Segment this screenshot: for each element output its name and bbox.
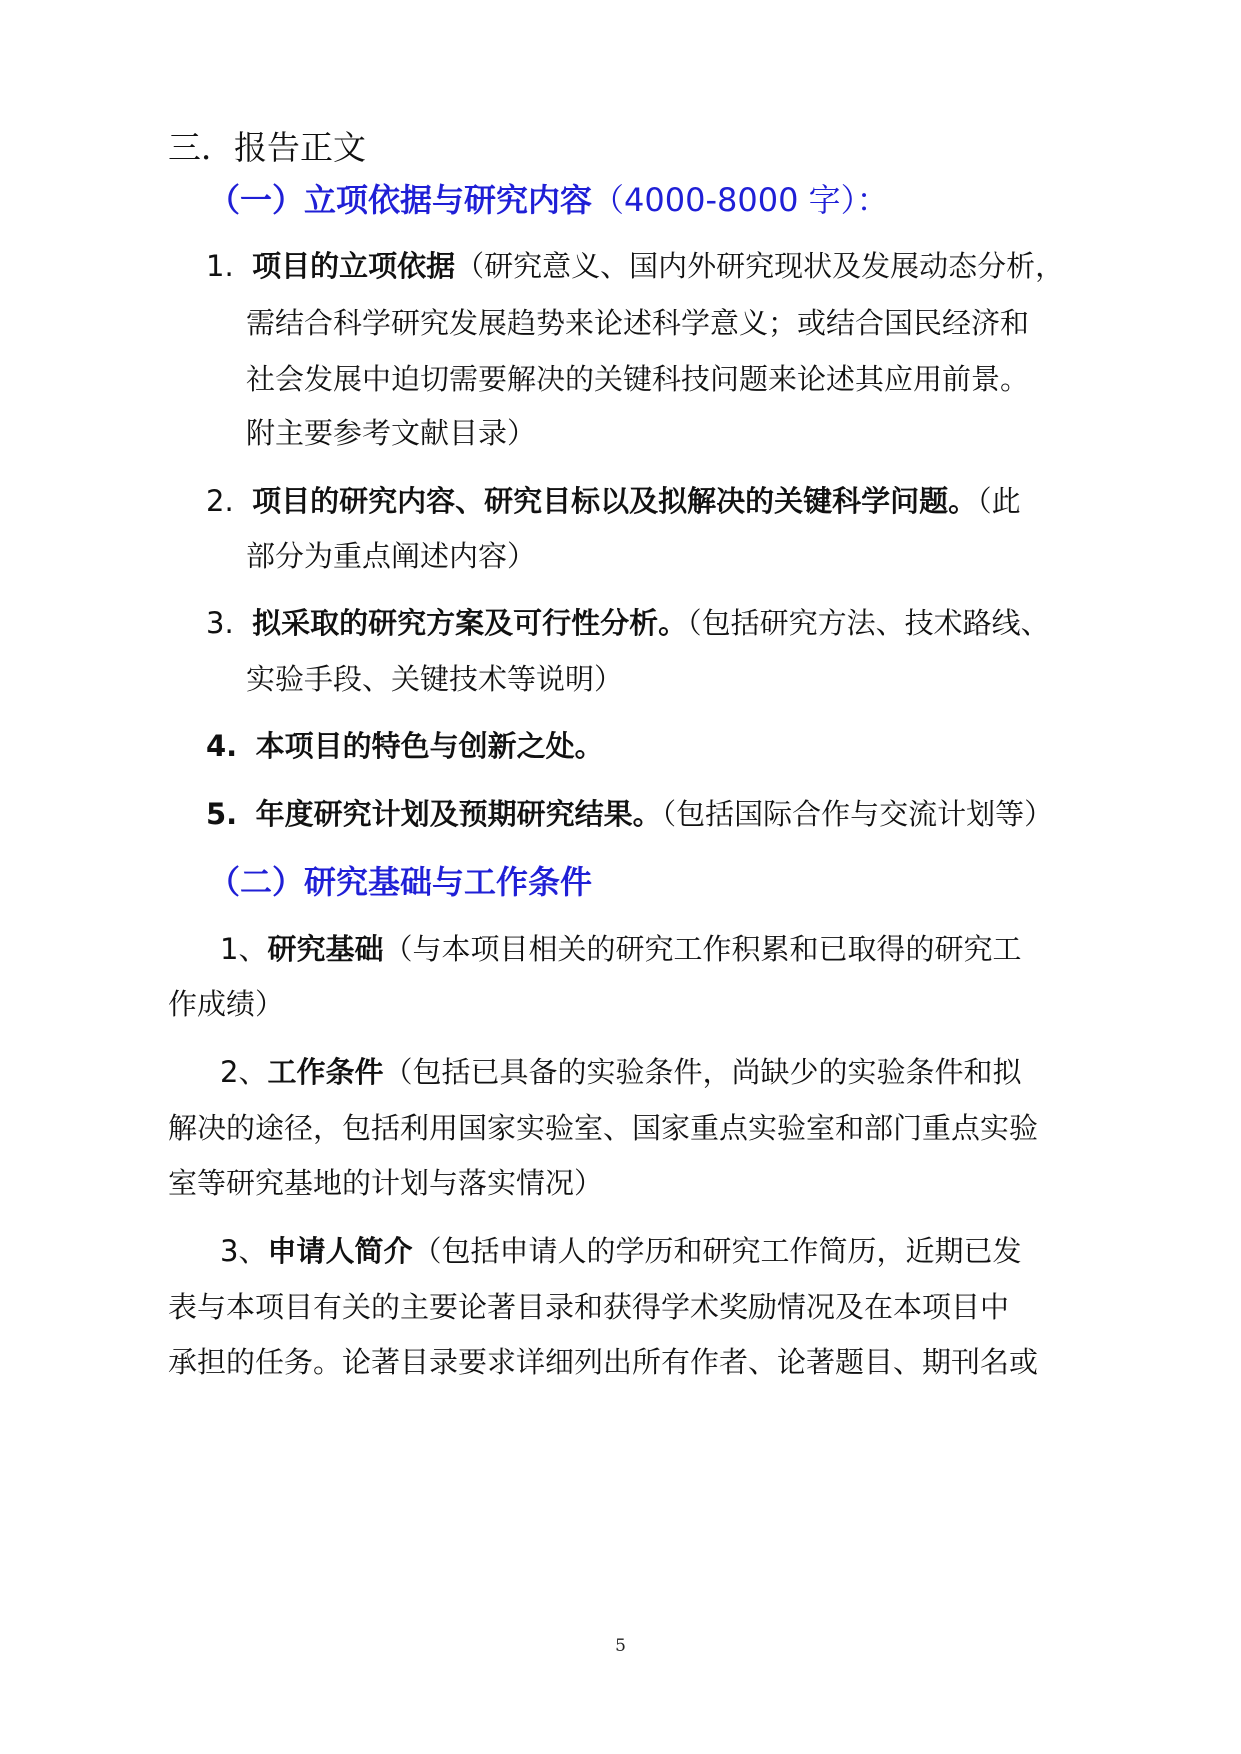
item-1-text-4: 附主要参考文献目录） <box>246 416 537 450</box>
para-1-line-1 <box>220 931 1021 967</box>
item-3-text-1: （包括研究方法、技术路线、 <box>687 606 1050 640</box>
item-3-text-2: 实验手段、关键技术等说明） <box>246 662 624 696</box>
item-4-line-1 <box>206 728 604 764</box>
item-3-number: 3. <box>206 606 234 640</box>
subsection-heading-2 <box>208 862 592 902</box>
para-2-number: 2、 <box>220 1055 268 1089</box>
subsection-2-label: （二）研究基础与工作条件 <box>208 863 593 901</box>
para-3-number: 3、 <box>220 1234 268 1268</box>
item-1-number: 1. <box>206 249 234 283</box>
page-number: 5 <box>615 1636 626 1656</box>
para-1-number: 1、 <box>220 932 268 966</box>
para-2-line-1 <box>220 1054 1021 1090</box>
subsection-1-suffix: （4000-8000 字）： <box>592 181 889 219</box>
item-2-number: 2. <box>206 484 234 518</box>
para-3-text-1: （包括申请人的学历和研究工作简历，近期已发 <box>412 1234 1022 1268</box>
item-4-title: 本项目的特色与创新之处。 <box>255 729 604 763</box>
para-2-text-1: （包括已具备的实验条件，尚缺少的实验条件和拟 <box>383 1055 1022 1089</box>
para-2-text-3: 室等研究基地的计划与落实情况） <box>168 1166 604 1200</box>
para-1-title: 研究基础 <box>267 932 384 966</box>
subsection-1-label: （一）立项依据与研究内容 <box>208 181 593 219</box>
item-3-line-1 <box>206 605 1050 641</box>
item-1-text-1: （研究意义、国内外研究现状及发展动态分析， <box>455 249 1065 283</box>
para-3-title: 申请人简介 <box>267 1234 413 1268</box>
item-2-line-1 <box>206 483 1021 519</box>
item-3-title: 拟采取的研究方案及可行性分析。 <box>252 606 688 640</box>
para-2-text-2: 解决的途径，包括利用国家实验室、国家重点实验室和部门重点实验 <box>168 1111 1039 1145</box>
item-1-text-2: 需结合科学研究发展趋势来论述科学意义；或结合国民经济和 <box>246 306 1030 340</box>
para-3-line-1 <box>220 1233 1021 1269</box>
item-5-number: 5. <box>206 797 238 831</box>
para-3-text-3: 承担的任务。论著目录要求详细列出所有作者、论著题目、期刊名或 <box>168 1345 1039 1379</box>
item-4-number: 4. <box>206 729 238 763</box>
item-2-title: 项目的研究内容、研究目标以及拟解决的关键科学问题。 <box>252 484 978 518</box>
section-title: 三．报告正文 <box>168 128 366 167</box>
para-1-text-2: 作成绩） <box>168 987 285 1021</box>
item-5-line-1 <box>206 796 1053 832</box>
subsection-heading-1 <box>208 180 889 220</box>
para-3-text-2: 表与本项目有关的主要论著目录和获得学术奖励情况及在本项目中 <box>168 1290 1010 1324</box>
item-2-text-2: 部分为重点阐述内容） <box>246 539 537 573</box>
item-2-text-1: （此 <box>977 484 1021 518</box>
para-1-text-1: （与本项目相关的研究工作积累和已取得的研究工 <box>383 932 1022 966</box>
item-5-text-1: （包括国际合作与交流计划等） <box>661 797 1054 831</box>
para-2-title: 工作条件 <box>267 1055 384 1089</box>
item-5-title: 年度研究计划及预期研究结果。 <box>255 797 662 831</box>
item-1-text-3: 社会发展中迫切需要解决的关键科技问题来论述其应用前景。 <box>246 362 1030 396</box>
item-1-line-1 <box>206 248 1064 284</box>
item-1-title: 项目的立项依据 <box>252 249 456 283</box>
